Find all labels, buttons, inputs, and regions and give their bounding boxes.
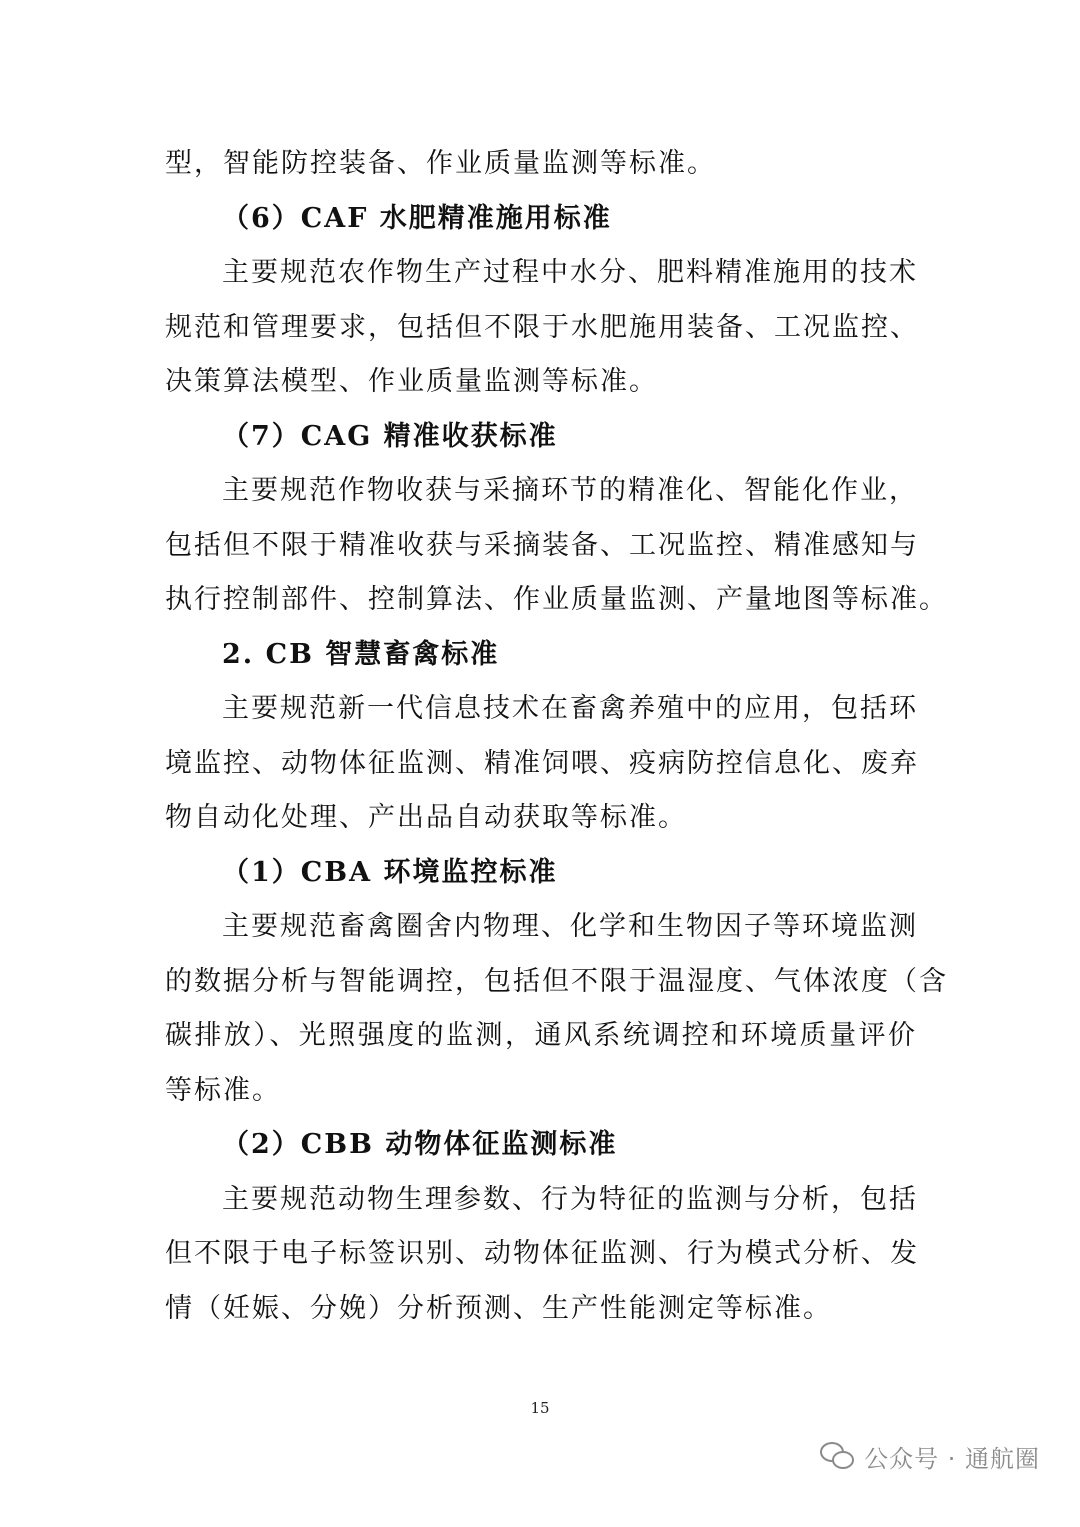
paragraph-line: 规范和管理要求，包括但不限于水肥施用装备、工况监控、 [165,312,919,343]
paragraph-line: 执行控制部件、控制算法、作业质量监测、产量地图等标准。 [165,584,948,615]
paragraph-line: 包括但不限于精准收获与采摘装备、工况监控、精准感知与 [165,530,919,561]
paragraph-line: 物自动化处理、产出品自动获取等标准。 [165,802,687,833]
section-heading: （7）CAG 精准收获标准 [222,421,558,452]
section-heading: （1）CBA 环境监控标准 [222,857,558,888]
paragraph-line: 决策算法模型、作业质量监测等标准。 [165,366,658,397]
paragraph-line: 主要规范农作物生产过程中水分、肥料精准施用的技术 [222,257,918,288]
section-heading: （6）CAF 水肥精准施用标准 [222,203,612,234]
page-number: 15 [530,1399,550,1417]
section-heading: （2）CBB 动物体征监测标准 [222,1129,618,1160]
paragraph-line: 情（妊娠、分娩）分析预测、生产性能测定等标准。 [165,1293,832,1324]
wechat-icon [820,1442,854,1470]
paragraph-line: 但不限于电子标签识别、动物体征监测、行为模式分析、发 [165,1238,919,1269]
paragraph-line: 主要规范动物生理参数、行为特征的监测与分析，包括 [222,1184,918,1215]
paragraph-line: 碳排放）、光照强度的监测，通风系统调控和环境质量评价 [165,1020,917,1051]
paragraph-line: 主要规范新一代信息技术在畜禽养殖中的应用，包括环 [222,693,918,724]
paragraph-line: 境监控、动物体征监测、精准饲喂、疫病防控信息化、废弃 [165,748,919,779]
watermark [820,1436,1040,1476]
paragraph-line: 的数据分析与智能调控，包括但不限于温湿度、气体浓度（含 [165,966,948,997]
paragraph-line: 等标准。 [165,1075,281,1106]
watermark-text: 公众号 · 通航圈 [864,1444,1040,1473]
paragraph-line: 主要规范作物收获与采摘环节的精准化、智能化作业， [222,475,918,506]
section-heading: 2. CB 智慧畜禽标准 [222,639,500,670]
paragraph-line: 型，智能防控装备、作业质量监测等标准。 [165,148,716,179]
paragraph-line: 主要规范畜禽圈舍内物理、化学和生物因子等环境监测 [222,911,918,942]
